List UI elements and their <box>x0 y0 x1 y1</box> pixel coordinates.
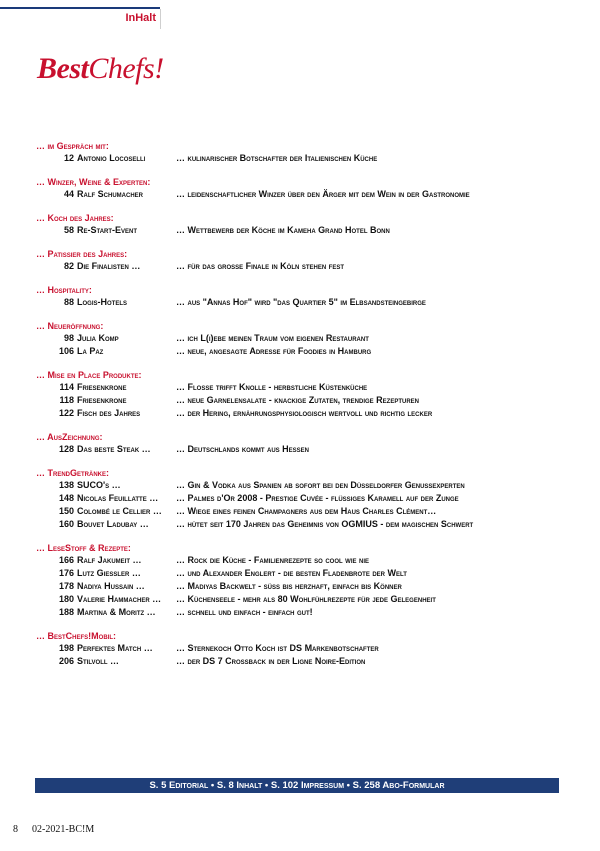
toc-entry[interactable] <box>36 296 556 309</box>
toc-group-heading: … Hospitality: <box>36 285 92 295</box>
toc-entry-description: … Küchenseele - mehr als 80 Wohlfühlrezepte für jede Gelegenheit <box>176 594 436 604</box>
toc-entry-title: La Paz <box>77 346 104 356</box>
section-tab <box>110 9 161 29</box>
toc-group <box>36 431 556 456</box>
toc-page-number: 82 <box>63 261 74 271</box>
toc-page-number: 206 <box>58 656 74 666</box>
toc-group <box>36 320 556 358</box>
toc-group <box>36 176 556 201</box>
toc-entry[interactable] <box>36 567 556 580</box>
toc-group-heading: … Neueröffnung: <box>36 321 104 331</box>
toc-entry-title: Julia Komp <box>77 333 119 343</box>
toc-page-number: 188 <box>58 607 74 617</box>
toc-entry[interactable] <box>36 518 556 531</box>
toc-entry-description: … für das grosse Finale in Köln stehen fest <box>176 261 345 271</box>
toc-group <box>36 284 556 309</box>
bestchefs-logo <box>37 52 164 86</box>
toc-group-heading: … Winzer, Weine & Experten: <box>36 177 151 187</box>
toc-entry-description: … der Hering, ernährungsphysiologisch wertvoll und richtig lecker <box>176 408 433 418</box>
toc-page-number: 176 <box>58 568 74 578</box>
toc-entry-description: … aus "Annas Hof" wird "das Quartier 5" im Elbsandsteingebirge <box>176 297 426 307</box>
toc-entry-title: Ralf Jakumeit … <box>77 555 142 565</box>
toc-page-number: 148 <box>58 493 74 503</box>
toc-entry[interactable] <box>36 345 556 358</box>
toc-entry[interactable] <box>36 188 556 201</box>
toc-page-number: 44 <box>63 189 74 199</box>
table-of-contents <box>36 140 556 679</box>
toc-entry-title: Nadiya Hussain … <box>77 581 145 591</box>
toc-entry[interactable] <box>36 554 556 567</box>
toc-entry-title: Bouvet Ladubay … <box>77 519 149 529</box>
toc-entry[interactable] <box>36 606 556 619</box>
toc-group <box>36 212 556 237</box>
toc-group-heading: … Patissier des Jahres: <box>36 249 128 259</box>
toc-entry[interactable] <box>36 224 556 237</box>
toc-entry-title: Nicolas Feuillatte … <box>77 493 159 503</box>
toc-group-heading: … Mise en Place Produkte: <box>36 370 142 380</box>
toc-group-heading: … TrendGetränke: <box>36 468 109 478</box>
toc-entry-title: Fisch des Jahres <box>77 408 141 418</box>
toc-entry-description: … Flosse trifft Knolle - herbstliche Küstenküche <box>176 382 368 392</box>
toc-entry[interactable] <box>36 479 556 492</box>
toc-entry-title: Ralf Schumacher <box>77 189 143 199</box>
toc-page-number: 150 <box>58 506 74 516</box>
toc-page-number: 88 <box>63 297 74 307</box>
issue-label: 02-2021-BC!M <box>32 824 95 835</box>
toc-entry[interactable] <box>36 580 556 593</box>
toc-entry-description: … neue Garnelensalate - knackige Zutaten, trendige Rezepturen <box>176 395 420 405</box>
toc-entry-description: … kulinarischer Botschafter der Italienischen Küche <box>176 153 378 163</box>
toc-page-number: 12 <box>63 153 74 163</box>
toc-entry[interactable] <box>36 505 556 518</box>
toc-page-number: 178 <box>58 581 74 591</box>
toc-page-number: 106 <box>58 346 74 356</box>
toc-page-number: 198 <box>58 643 74 653</box>
toc-entry-description: … hütet seit 170 Jahren das Geheimnis von OGMIUS - dem magischen Schwert <box>176 519 474 529</box>
toc-entry[interactable] <box>36 642 556 655</box>
footer-nav-bar <box>35 778 559 793</box>
toc-entry-title: Martina & Moritz … <box>77 607 156 617</box>
toc-page-number: 138 <box>58 480 74 490</box>
logo-chefs: Chefs! <box>88 52 164 85</box>
toc-page-number: 98 <box>63 333 74 343</box>
toc-entry[interactable] <box>36 381 556 394</box>
toc-entry-description: … Palmes d'Or 2008 - Prestige Cuvée - flüssiges Karamell auf der Zunge <box>176 493 459 503</box>
toc-group <box>36 140 556 165</box>
toc-entry-title: Colombé le Cellier … <box>77 506 162 516</box>
toc-entry-description: … leidenschaftlicher Winzer über den Ärger mit dem Wein in der Gastronomie <box>176 189 470 199</box>
toc-entry-description: … Wettbewerb der Köche im Kameha Grand Hotel Bonn <box>176 225 390 235</box>
toc-group <box>36 542 556 619</box>
toc-group <box>36 630 556 668</box>
footer-links[interactable]: S. 5 Editorial • S. 8 Inhalt • S. 102 Impressum • S. 258 Abo-Formular <box>149 780 445 791</box>
toc-entry-title: Friesenkrone <box>77 382 127 392</box>
toc-entry-description: … Wiege eines feinen Champagners aus dem Haus Charles Clément… <box>176 506 437 516</box>
toc-entry-title: SUCO's … <box>77 480 121 490</box>
toc-entry[interactable] <box>36 152 556 165</box>
toc-group <box>36 467 556 531</box>
toc-entry-description: … Deutschlands kommt aus Hessen <box>176 444 310 454</box>
toc-entry-title: Antonio Locoselli <box>77 153 146 163</box>
toc-entry-description: … Madiyas Backwelt - süss bis herzhaft, einfach bis Könner <box>176 581 402 591</box>
toc-group <box>36 248 556 273</box>
toc-entry[interactable] <box>36 593 556 606</box>
toc-page-number: 166 <box>58 555 74 565</box>
toc-entry-description: … und Alexander Englert - die besten Fladenbrote der Welt <box>176 568 407 578</box>
toc-page-number: 160 <box>58 519 74 529</box>
toc-entry-description: … schnell und einfach - einfach gut! <box>176 607 313 617</box>
toc-entry-description: … der DS 7 Crossback in der Ligne Noire-Edition <box>176 656 366 666</box>
toc-entry-title: Das beste Steak … <box>77 444 151 454</box>
toc-page-number: 118 <box>59 395 74 405</box>
toc-page-number: 58 <box>63 225 74 235</box>
toc-group-heading: … AusZeichnung: <box>36 432 103 442</box>
toc-entry[interactable] <box>36 394 556 407</box>
toc-page-number: 122 <box>58 408 74 418</box>
toc-entry-title: Re-Start-Event <box>77 225 138 235</box>
toc-page-number: 128 <box>58 444 74 454</box>
toc-entry-title: Perfektes Match … <box>77 643 153 653</box>
logo-best: Best <box>37 52 89 85</box>
toc-group <box>36 369 556 420</box>
toc-entry[interactable] <box>36 655 556 668</box>
toc-entry-title: Die Finalisten … <box>77 261 141 271</box>
toc-entry[interactable] <box>36 443 556 456</box>
toc-group-heading: … LeseStoff & Rezepte: <box>36 543 131 553</box>
toc-entry[interactable] <box>36 407 556 420</box>
toc-entry-description: … neue, angesagte Adresse für Foodies in Hamburg <box>176 346 372 356</box>
toc-page-number: 114 <box>59 382 74 392</box>
toc-entry-description: … Sternekoch Otto Koch ist DS Markenbotschafter <box>176 643 379 653</box>
toc-group-heading: … Koch des Jahres: <box>36 213 114 223</box>
toc-group-heading: … im Gespräch mit: <box>36 141 109 151</box>
toc-entry-title: Lutz Giessler … <box>77 568 141 578</box>
toc-entry-description: … Rock die Küche - Familienrezepte so cool wie nie <box>176 555 370 565</box>
page-number: 8 <box>13 824 18 835</box>
toc-entry[interactable] <box>36 332 556 345</box>
page-footer <box>13 824 94 835</box>
toc-entry[interactable] <box>36 492 556 505</box>
toc-entry[interactable] <box>36 260 556 273</box>
toc-entry-description: … ich L(i)ebe meinen Traum vom eigenen Restaurant <box>176 333 369 343</box>
section-label: InHalt <box>125 12 156 24</box>
toc-entry-title: Logis-Hotels <box>77 297 127 307</box>
toc-page-number: 180 <box>58 594 74 604</box>
toc-entry-title: Stilvoll … <box>77 656 120 666</box>
toc-entry-title: Friesenkrone <box>77 395 127 405</box>
toc-entry-title: Valerie Hammacher … <box>77 594 162 604</box>
toc-group-heading: … BestChefs!Mobil: <box>36 631 116 641</box>
toc-entry-description: … Gin & Vodka aus Spanien ab sofort bei den Düsseldorfer Genussexperten <box>176 480 465 490</box>
